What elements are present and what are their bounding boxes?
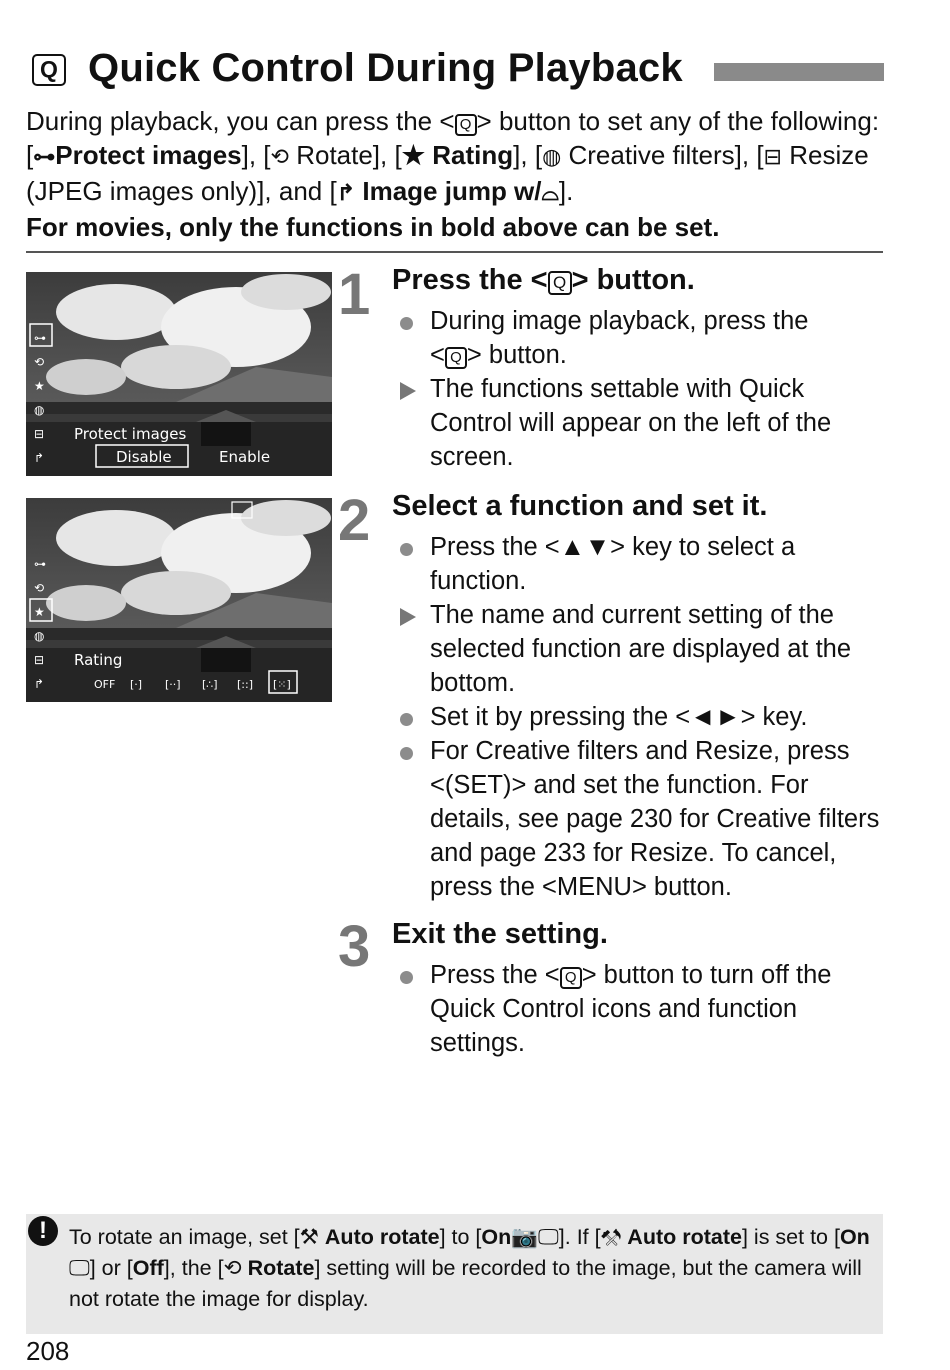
list-item: The name and current setting of the selected function are displayed at the bottom. xyxy=(398,598,888,700)
caution-icon: ! xyxy=(28,1216,58,1246)
q-button-icon: Q xyxy=(560,967,582,989)
image-jump-icon: ↱ xyxy=(34,677,45,691)
step-3-title: Exit the setting. xyxy=(392,918,608,950)
step-3-number: 3 xyxy=(338,914,371,979)
rating-3: [∴] xyxy=(202,678,218,691)
title-decoration-bar xyxy=(714,63,884,81)
option-enable: Enable xyxy=(219,448,271,466)
bullet-icon xyxy=(400,317,413,330)
option-disable: Disable xyxy=(116,448,172,466)
result-arrow-icon xyxy=(400,382,416,400)
bullet-icon xyxy=(400,543,413,556)
list-item: For Creative filters and Resize, press <(SET)> and set the function. For details, see page 230 for Creative filters and page 233 for Resize. To cancel, press the <MENU> button. xyxy=(398,734,888,904)
rotate-icon: ⟲ xyxy=(34,355,45,369)
monitor-icon: 🖵 xyxy=(69,1256,90,1280)
caution-text: To rotate an image, set [⚒ Auto rotate] to [On📷🖵]. If [⚒ Auto rotate] is set to [On🖵] or [Off], the [⟲ Rotate] setting will be recorded to the image, but the camera will not rotate the image for display. xyxy=(69,1225,870,1311)
key-icon: ⊶ xyxy=(34,331,46,345)
list-item: Press the <▲▼> key to select a function. xyxy=(398,530,888,598)
creative-filter-icon: ◍ xyxy=(542,144,562,169)
step-1-number: 1 xyxy=(338,262,371,327)
camera-icon: 📷 xyxy=(511,1225,539,1249)
intro-paragraph: During playback, you can press the < Q > button to set any of the following: [⊶Protect images], [⟲ Rotate], [★ Rating], [◍ Creative filters], [⊟ Resize (JPEG images only)], and [↱ Image jump w/⌓]. For movies, only the functions in bold above can be set. xyxy=(26,106,880,242)
bullet-icon xyxy=(400,747,413,760)
result-arrow-icon xyxy=(400,608,416,626)
bullet-icon xyxy=(400,713,413,726)
rotate-icon: ⟲ xyxy=(34,581,45,595)
rating-off: OFF xyxy=(94,678,116,691)
resize-icon: ⊟ xyxy=(34,653,45,667)
image-jump-icon: ↱ xyxy=(336,180,356,205)
wrench-icon: ⚒ xyxy=(600,1225,628,1249)
image-jump-icon: ↱ xyxy=(34,451,45,465)
rating-1: [·] xyxy=(130,678,143,691)
caution-note xyxy=(26,1214,883,1334)
bullet-icon xyxy=(400,971,413,984)
list-item: During image playback, press the < Q > button. xyxy=(398,304,888,372)
q-button-icon: Q xyxy=(548,271,572,295)
screen-protect-images xyxy=(26,272,332,476)
screen-function-label: Rating xyxy=(74,651,123,669)
resize-icon: ⊟ xyxy=(34,427,45,441)
page-header xyxy=(26,44,884,94)
wrench-icon: ⚒ xyxy=(299,1225,325,1249)
step-1-title: Press the < Q > button. xyxy=(392,264,695,296)
main-dial-icon: ⌓ xyxy=(541,180,559,205)
q-button-icon: Q xyxy=(455,114,477,136)
q-button-icon: Q xyxy=(445,347,467,369)
key-icon: ⊶ xyxy=(33,144,56,169)
star-icon: ★ xyxy=(34,379,45,393)
list-item: Set it by pressing the <◄►> key. xyxy=(398,700,888,734)
creative-filter-icon: ◍ xyxy=(34,629,45,643)
star-icon: ★ xyxy=(34,605,45,619)
list-item: The functions settable with Quick Control will appear on the left of the screen. xyxy=(398,372,888,474)
step-2-number: 2 xyxy=(338,488,371,553)
rating-4: [::] xyxy=(237,678,253,691)
creative-filter-icon: ◍ xyxy=(34,403,45,417)
key-icon: ⊶ xyxy=(34,557,46,571)
screen-rating xyxy=(26,498,332,702)
page-number: 208 xyxy=(26,1336,70,1366)
section-divider xyxy=(26,251,883,253)
star-icon: ★ xyxy=(401,140,426,170)
page-title: Quick Control During Playback xyxy=(88,46,683,90)
step-3-items xyxy=(398,958,888,1060)
list-item: Press the < Q > button to turn off the Quick Control icons and function settings. xyxy=(398,958,888,1060)
resize-icon: ⊟ xyxy=(763,144,782,169)
rating-5: [⁙] xyxy=(273,678,291,691)
step-2-items xyxy=(398,530,888,904)
rating-2: [··] xyxy=(165,678,181,691)
screen-function-label: Protect images xyxy=(74,425,187,443)
quick-control-icon: Q xyxy=(32,54,66,86)
rotate-icon: ⟲ xyxy=(270,144,289,169)
step-2-title: Select a function and set it. xyxy=(392,490,768,522)
rotate-icon: ⟲ xyxy=(223,1256,248,1280)
movies-note: For movies, only the functions in bold above can be set. xyxy=(26,212,720,242)
step-1-items xyxy=(398,304,888,474)
monitor-icon: 🖵 xyxy=(538,1225,559,1249)
